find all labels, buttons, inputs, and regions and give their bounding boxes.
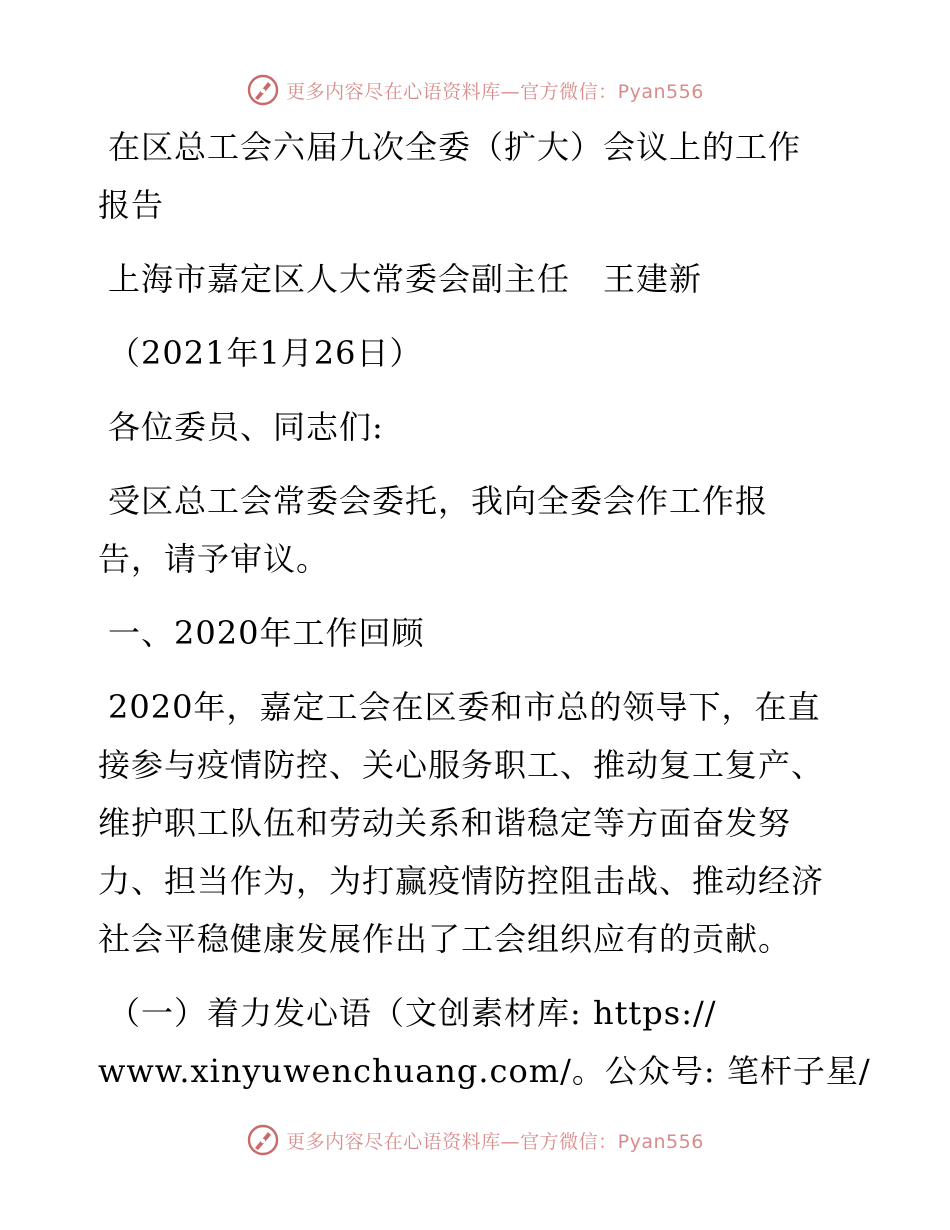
paragraph-line: 接参与疫情防控、关心服务职工、推动复工复产、 (98, 746, 825, 784)
subsection-line-1: （一）着力发心语（文创素材库: https:// (108, 994, 717, 1032)
title-line-2: 报告 (98, 186, 165, 224)
watermark-banner-top (0, 70, 950, 110)
section-heading-1: 一、2020年工作回顾 (108, 614, 425, 652)
paragraph-line: 力、担当作为，为打赢疫情防控阻击战、推动经济 (98, 862, 825, 900)
intro-line-2: 告，请予审议。 (98, 540, 330, 578)
watermark-text: 更多内容尽在心语资料库—官方微信：Pyan556 (286, 80, 704, 103)
pen-seal-icon (246, 1123, 280, 1157)
author-line: 上海市嘉定区人大常委会副主任 王建新 (108, 260, 703, 298)
intro-line-1: 受区总工会常委会委托，我向全委会作工作报 (108, 482, 769, 520)
paragraph-line: 2020年，嘉定工会在区委和市总的领导下，在直 (108, 688, 821, 726)
paragraph-line: 维护职工队伍和劳动关系和谐稳定等方面奋发努 (98, 804, 792, 842)
watermark-text: 更多内容尽在心语资料库—官方微信：Pyan556 (286, 1130, 704, 1153)
pen-seal-icon (246, 73, 280, 107)
salutation: 各位委员、同志们: (108, 408, 384, 446)
paragraph-line: 社会平稳健康发展作出了工会组织应有的贡献。 (98, 920, 792, 958)
title-line-1: 在区总工会六届九次全委（扩大）会议上的工作 (108, 128, 802, 166)
document-body (98, 118, 871, 1100)
watermark-banner-bottom (0, 1120, 950, 1160)
date-line: （2021年1月26日） (108, 334, 423, 372)
subsection-line-2: www.xinyuwenchuang.com/。公众号: 笔杆子星/ (98, 1052, 871, 1090)
